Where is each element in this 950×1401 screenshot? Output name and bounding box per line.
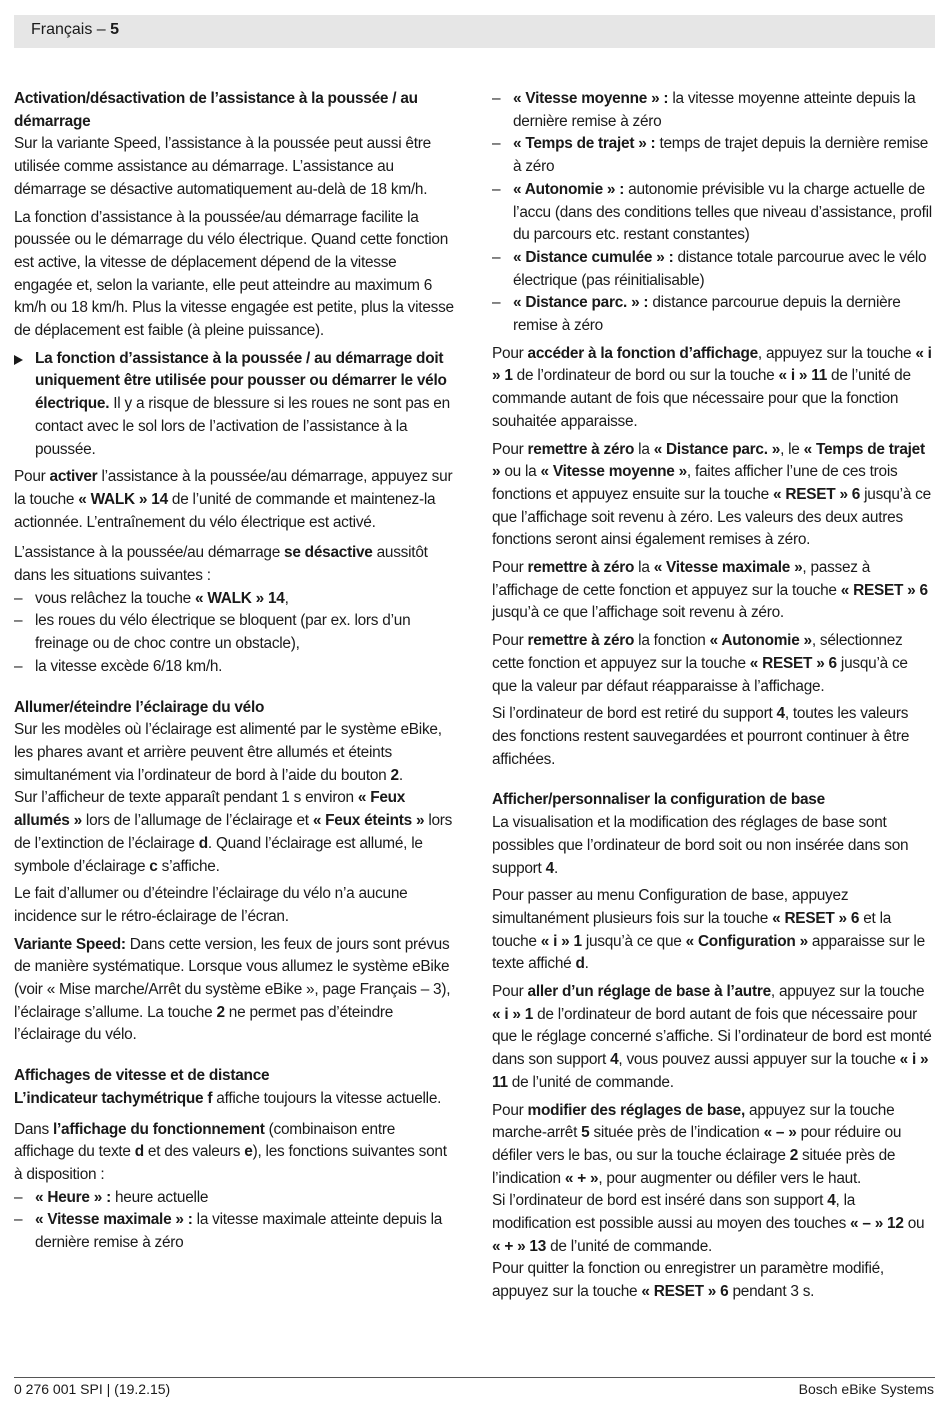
text-bold: « Temps de trajet » : bbox=[513, 135, 656, 153]
text-bold: « RESET » 6 bbox=[749, 654, 837, 672]
paragraph bbox=[492, 343, 934, 434]
text: la vitesse maximale atteinte depuis la dernière remise à zéro bbox=[35, 1211, 443, 1252]
text: autonomie prévisible vu la charge actuelle de l’accu (dans des conditions telles que niveau d’assistance, profil du parcours etc. restant constantes) bbox=[513, 180, 932, 244]
text: située près de l’indication bbox=[492, 1146, 896, 1187]
text: , la modification est possible aussi au moyen des touches bbox=[492, 1192, 856, 1233]
text: . bbox=[553, 859, 558, 877]
text-bold: 2 bbox=[789, 1146, 799, 1164]
text-bold: « Autonomie » : bbox=[513, 180, 625, 198]
text-bold: « Temps de trajet » bbox=[492, 440, 925, 481]
text-bold: 4 bbox=[827, 1192, 836, 1210]
text: distance parcourue depuis la dernière remise à zéro bbox=[513, 294, 901, 335]
header-separator: – bbox=[92, 21, 111, 38]
text-bold: « Distance parc. » : bbox=[513, 294, 649, 312]
text: et la touche bbox=[492, 909, 892, 950]
header-text bbox=[31, 21, 119, 39]
text: jusqu’à ce que la valeur par défaut réapparaisse à l’affichage. bbox=[492, 654, 908, 695]
text-bold: remettre à zéro bbox=[527, 632, 635, 650]
text: Pour bbox=[492, 440, 528, 458]
text-bold: aller d’un réglage de base à l’autre bbox=[527, 983, 771, 1001]
list-item bbox=[14, 1187, 456, 1210]
paragraph: La fonction d’assistance à la poussée/au démarrage facilite la poussée ou le démarrage du vélo électrique. Quand cette fonction est active, la vitesse de déplacement dépend de la vitesse engagée et, selon la variante, elle peut atteindre au maximum 6 km/h ou 18 km/h. Plus la vitesse engagée est petite, plus la vitesse de déplacement est faible (à pleine puissance). bbox=[14, 208, 454, 340]
list-item bbox=[14, 610, 456, 655]
text: Dans cette version, les feux de jours sont prévus de manière systématique. Lorsque vous allumez le système eBike (voir « Mise marche/Arrêt du système eBike », page Français – 3), l’éclairage s’allume. La touche bbox=[14, 935, 451, 1021]
text: jusqu’à ce que l’affichage soit revenu à zéro. Les valeurs des deux autres fonctions seront ainsi également remises à zéro. bbox=[492, 485, 931, 549]
paragraph bbox=[14, 542, 456, 587]
text: lors de l’extinction de l’éclairage bbox=[14, 812, 453, 852]
paragraph bbox=[492, 703, 934, 771]
warning-note bbox=[14, 348, 456, 462]
footer-divider bbox=[14, 1377, 935, 1378]
list-item bbox=[492, 292, 934, 337]
text: s’affiche. bbox=[157, 857, 220, 875]
text: ou bbox=[903, 1215, 925, 1233]
text-bold: « i » 11 bbox=[492, 1051, 929, 1091]
text: vous relâchez la touche bbox=[35, 589, 195, 607]
text-bold: remettre à zéro bbox=[527, 559, 635, 577]
text: de l’unité de commande autant de fois que nécessaire pour que la fonction souhaitée apparaisse. bbox=[492, 367, 911, 430]
text-bold: 5 bbox=[581, 1124, 590, 1142]
text-bold: activer bbox=[49, 468, 98, 486]
page-number: 5 bbox=[110, 21, 120, 38]
paragraph: Le fait d’allumer ou d’éteindre l’éclairage du vélo n’a aucune incidence sur le rétro-éclairage de l’écran. bbox=[14, 885, 408, 925]
text-bold: Variante Speed: bbox=[14, 935, 126, 953]
text: Si l’ordinateur de bord est inséré dans son support bbox=[492, 1192, 828, 1210]
paragraph bbox=[492, 981, 934, 1095]
functions-list bbox=[14, 1187, 456, 1255]
text: , pour augmenter ou défiler vers le haut. bbox=[598, 1169, 861, 1187]
text-bold: « i » 11 bbox=[778, 367, 828, 385]
text-bold: 4 bbox=[610, 1051, 619, 1069]
list-marker: – bbox=[14, 589, 23, 607]
text-bold: « + » 13 bbox=[492, 1237, 547, 1255]
right-column bbox=[492, 88, 934, 1309]
paragraph bbox=[14, 787, 456, 878]
paragraph bbox=[14, 1119, 456, 1187]
text-bold: « RESET » 6 bbox=[772, 909, 860, 927]
section-heading-speed-distance: Affichages de vitesse et de distance bbox=[14, 1067, 270, 1085]
text: pendant 3 s. bbox=[728, 1283, 815, 1301]
text: de l’unité de commande et maintenez-la actionnée. L’entraînement du vélo électrique est activé. bbox=[14, 490, 436, 531]
text-bold: « Feux éteints » bbox=[312, 812, 425, 830]
text-bold: c bbox=[149, 857, 158, 875]
text-bold: d bbox=[198, 834, 208, 852]
text: ou la bbox=[500, 463, 541, 481]
text-bold: « RESET » 6 bbox=[840, 581, 928, 599]
text-bold: « Distance parc. » bbox=[653, 440, 781, 458]
warning-text: Il y a risque de blessure si les roues ne sont pas en contact avec le sol lors de l’activation de l’assistance à la poussée. bbox=[35, 395, 450, 458]
text: L’assistance à la poussée/au démarrage bbox=[14, 544, 285, 562]
text-bold: « Autonomie » bbox=[709, 632, 812, 650]
list-marker: – bbox=[492, 294, 501, 312]
text: lors de l’allumage de l’éclairage et bbox=[81, 812, 313, 830]
text-bold: « + » bbox=[564, 1169, 599, 1187]
text: , appuyez sur la touche bbox=[757, 344, 916, 362]
text-bold: remettre à zéro bbox=[527, 440, 635, 458]
list-marker: – bbox=[14, 1188, 23, 1206]
text-bold: 2 bbox=[390, 766, 399, 784]
text: la fonction bbox=[634, 632, 710, 650]
text-bold: 2 bbox=[216, 1003, 225, 1021]
list-marker: – bbox=[492, 135, 501, 153]
text-bold: « WALK » 14 bbox=[194, 589, 285, 607]
section-heading-walk-assist: Activation/désactivation de l’assistance à la poussée / au démarrage bbox=[14, 90, 418, 130]
list-marker: – bbox=[492, 90, 501, 107]
list-marker: – bbox=[14, 657, 23, 675]
paragraph bbox=[14, 466, 456, 534]
text: jusqu’à ce que l’affichage soit revenu à zéro. bbox=[492, 604, 784, 622]
text-bold: « Feux allumés » bbox=[14, 789, 406, 830]
text-bold: « WALK » 14 bbox=[78, 490, 168, 508]
text: Dans bbox=[14, 1120, 53, 1138]
deactivation-list bbox=[14, 588, 456, 679]
text: l’assistance à la poussée/au démarrage, appuyez sur la touche bbox=[14, 468, 453, 508]
list-item bbox=[492, 88, 934, 133]
list-item bbox=[492, 179, 934, 247]
text: de l’ordinateur de bord ou sur la touche bbox=[512, 367, 779, 385]
text: , bbox=[284, 589, 289, 607]
list-marker: – bbox=[492, 180, 501, 198]
text-bold: modifier des réglages de base, bbox=[527, 1101, 746, 1119]
text-bold: d bbox=[575, 955, 585, 973]
paragraph: Sur la variante Speed, l’assistance à la poussée peut aussi être utilisée comme assistance au démarrage. L’assistance au démarrage se désactive automatiquement au-delà de 18 km/h. bbox=[14, 135, 431, 198]
list-item bbox=[492, 133, 934, 178]
text: Sur les modèles où l’éclairage est alimenté par le système eBike, les phares avant et arrière peuvent être allumés et éteints simultanément via l’ordinateur de bord à l’aide du bouton bbox=[14, 721, 442, 784]
paragraph bbox=[492, 1100, 934, 1191]
text: ), les fonctions suivantes sont à disposition : bbox=[14, 1143, 447, 1183]
text: . bbox=[584, 955, 589, 973]
list-item bbox=[492, 247, 934, 292]
text: les roues du vélo électrique se bloquent (par ex. lors d’un freinage ou de choc contre un obstacle), bbox=[35, 612, 411, 653]
list-item bbox=[14, 588, 456, 611]
text-bold: « Distance cumulée » : bbox=[513, 248, 674, 266]
text: Sur l’afficheur de texte apparaît pendant 1 s environ bbox=[14, 789, 358, 807]
paragraph bbox=[14, 1088, 456, 1111]
text: , sélectionnez cette fonction et appuyez sur la touche bbox=[492, 632, 903, 672]
text-bold: accéder à la fonction d’affichage bbox=[527, 344, 758, 362]
paragraph bbox=[14, 934, 456, 1048]
paragraph bbox=[492, 885, 934, 976]
text: , toutes les valeurs des fonctions restent sauvegardées et pourront continuer à être affichées. bbox=[492, 705, 910, 768]
text: ne permet pas d’éteindre l’éclairage du vélo. bbox=[14, 1003, 394, 1044]
text: apparaisse sur le texte affiché bbox=[492, 932, 925, 973]
text: située près de l’indication bbox=[589, 1124, 764, 1142]
text: , le bbox=[780, 440, 804, 458]
text: , appuyez sur la touche bbox=[770, 983, 925, 1001]
text: Pour quitter la fonction ou enregistrer un paramètre modifié, appuyez sur la touche bbox=[492, 1260, 884, 1301]
list-item bbox=[14, 1209, 456, 1254]
paragraph bbox=[492, 1190, 934, 1258]
paragraph bbox=[14, 719, 456, 787]
paragraph bbox=[492, 630, 934, 698]
text: la bbox=[634, 440, 654, 458]
text: Pour bbox=[492, 632, 528, 650]
paragraph bbox=[492, 557, 934, 625]
text-bold: d bbox=[134, 1143, 144, 1161]
text: Pour bbox=[492, 983, 528, 1001]
text-bold: L’indicateur tachymétrique bbox=[14, 1089, 208, 1107]
text-bold: f bbox=[207, 1089, 213, 1107]
text: la vitesse moyenne atteinte depuis la dernière remise à zéro bbox=[513, 90, 916, 130]
text: temps de trajet depuis la dernière remise à zéro bbox=[513, 135, 929, 176]
text: Si l’ordinateur de bord est retiré du support bbox=[492, 705, 777, 723]
text-bold: « Vitesse moyenne » : bbox=[513, 90, 669, 107]
footer-doc-ref: 0 276 001 SPI | (19.2.15) bbox=[14, 1381, 171, 1397]
text-bold: « Configuration » bbox=[685, 932, 808, 950]
left-column bbox=[14, 88, 456, 1260]
paragraph bbox=[492, 1258, 934, 1303]
paragraph bbox=[492, 812, 934, 880]
text-bold: « RESET » 6 bbox=[773, 485, 861, 503]
footer-brand: Bosch eBike Systems bbox=[798, 1381, 934, 1397]
text: heure actuelle bbox=[110, 1188, 209, 1206]
text-bold: « i » 1 bbox=[492, 1005, 534, 1023]
text: , passez à l’affichage de cette fonction et appuyez sur la touche bbox=[492, 559, 871, 599]
text: Pour passer au menu Configuration de base, appuyez simultanément plusieurs fois sur la touche bbox=[492, 887, 849, 927]
text: appuyez sur la touche marche-arrêt bbox=[492, 1101, 895, 1142]
list-marker: – bbox=[492, 248, 501, 266]
text: affiche toujours la vitesse actuelle. bbox=[212, 1089, 442, 1107]
text: (combinaison entre affichage du texte bbox=[14, 1120, 396, 1161]
text: Pour bbox=[492, 559, 528, 577]
section-heading-base-config: Afficher/personnaliser la configuration de base bbox=[492, 791, 825, 809]
text-bold: « – » 12 bbox=[850, 1215, 904, 1233]
section-heading-lighting: Allumer/éteindre l’éclairage du vélo bbox=[14, 698, 265, 716]
text: distance totale parcourue avec le vélo électrique (pas réinitialisable) bbox=[513, 248, 927, 289]
text-bold: « RESET » 6 bbox=[641, 1283, 729, 1301]
paragraph bbox=[492, 439, 934, 553]
text-bold: l’affichage du fonctionnement bbox=[52, 1120, 265, 1138]
text-bold: e bbox=[244, 1143, 253, 1161]
text: de l’ordinateur de bord autant de fois que nécessaire pour que le réglage concerné s’affiche. Si l’ordinateur de bord est monté dans son support bbox=[492, 1005, 932, 1069]
text-bold: « Vitesse moyenne » bbox=[540, 463, 687, 481]
warning-triangle-icon bbox=[14, 355, 23, 365]
text: de l’unité de commande. bbox=[546, 1237, 713, 1255]
text: jusqu’à ce que bbox=[581, 932, 686, 950]
text-bold: 4 bbox=[776, 705, 785, 723]
text-bold: « i » 1 bbox=[492, 344, 932, 385]
text-bold: 4 bbox=[545, 859, 554, 877]
text: aussitôt dans les situations suivantes : bbox=[14, 544, 428, 585]
text: , vous pouvez aussi appuyer sur la touche bbox=[618, 1051, 900, 1069]
text: la bbox=[634, 559, 654, 577]
text-bold: « Vitesse maximale » bbox=[653, 559, 803, 577]
list-marker: – bbox=[14, 612, 23, 630]
text: La visualisation et la modification des réglages de base sont possibles que l’ordinateur de bord soit ou non insérée dans son support bbox=[492, 814, 909, 877]
text: et des valeurs bbox=[143, 1143, 245, 1161]
text: Pour bbox=[14, 468, 50, 486]
text-bold: « i » 1 bbox=[540, 932, 582, 950]
text: Pour bbox=[492, 344, 528, 362]
page-header bbox=[14, 15, 935, 48]
warning-bold-text: La fonction d’assistance à la poussée / au démarrage doit uniquement être utilisée pour pousser ou démarrer le vélo électrique. bbox=[35, 349, 447, 413]
header-language: Français bbox=[31, 21, 93, 38]
text: de l’unité de commande. bbox=[507, 1073, 674, 1091]
functions-list-continued bbox=[492, 88, 934, 338]
list-item bbox=[14, 656, 456, 679]
text-bold: se désactive bbox=[284, 544, 373, 562]
text: pour réduire ou défiler vers le bas, ou sur la touche éclairage bbox=[492, 1124, 902, 1164]
text-bold: « Heure » : bbox=[35, 1188, 111, 1206]
text-bold: « Vitesse maximale » : bbox=[35, 1211, 193, 1229]
text: . bbox=[398, 766, 403, 784]
text-bold: « – » bbox=[763, 1124, 797, 1142]
text: la vitesse excède 6/18 km/h. bbox=[35, 657, 223, 675]
text: Pour bbox=[492, 1101, 528, 1119]
text: . Quand l’éclairage est allumé, le symbole d’éclairage bbox=[14, 834, 423, 875]
text: , faites afficher l’une de ces trois fonctions et appuyez ensuite sur la touche bbox=[492, 463, 898, 503]
list-marker: – bbox=[14, 1211, 23, 1229]
